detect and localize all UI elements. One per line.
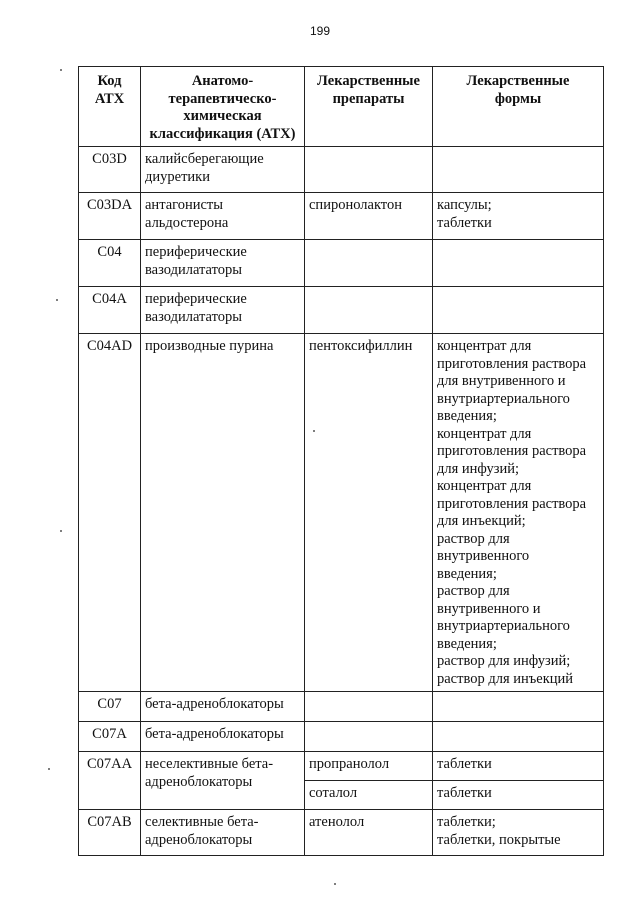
classification-cell: антагонисты альдостерона — [141, 193, 305, 240]
drug-cell — [305, 287, 433, 334]
forms-cell — [433, 147, 604, 193]
table-row — [79, 287, 604, 334]
scan-speck — [48, 768, 50, 770]
atc-code: C03DA — [79, 193, 141, 240]
classification-cell: периферические вазодилататоры — [141, 287, 305, 334]
drug-cell: спиронолактон — [305, 193, 433, 240]
atc-code: C04 — [79, 240, 141, 287]
atc-code: C04AD — [79, 334, 141, 692]
drug-cell: соталол — [305, 781, 433, 810]
page-number: 199 — [309, 24, 331, 38]
forms-cell: таблетки — [433, 752, 604, 781]
header-drugs: Лекарственные препараты — [305, 67, 433, 147]
atc-code: C07AA — [79, 752, 141, 810]
classification-cell: селективные бета- адреноблокаторы — [141, 810, 305, 856]
scan-speck — [334, 883, 336, 885]
forms-cell — [433, 287, 604, 334]
atc-code: C03D — [79, 147, 141, 193]
atc-code: C04A — [79, 287, 141, 334]
classification-cell: бета-адреноблокаторы — [141, 722, 305, 752]
table-row — [79, 147, 604, 193]
classification-cell: бета-адреноблокаторы — [141, 692, 305, 722]
drug-cell: пропранолол — [305, 752, 433, 781]
classification-cell: производные пурина — [141, 334, 305, 692]
classification-cell: неселективные бета- адреноблокаторы — [141, 752, 305, 810]
table-row — [79, 692, 604, 722]
atc-table — [78, 66, 604, 856]
header-classification: Анатомо- терапевтическо- химическая классификация (АТХ) — [141, 67, 305, 147]
drug-cell: атенолол — [305, 810, 433, 856]
forms-cell — [433, 722, 604, 752]
drug-cell — [305, 147, 433, 193]
classification-cell: калийсберегающие диуретики — [141, 147, 305, 193]
forms-cell: капсулы; таблетки — [433, 193, 604, 240]
table-header-row — [79, 67, 604, 147]
table-row — [79, 752, 604, 781]
drug-cell — [305, 692, 433, 722]
table-row — [79, 240, 604, 287]
table-row — [79, 810, 604, 856]
atc-code: C07A — [79, 722, 141, 752]
drug-cell — [305, 722, 433, 752]
forms-cell — [433, 240, 604, 287]
table-row — [79, 193, 604, 240]
forms-cell: таблетки — [433, 781, 604, 810]
scan-speck — [60, 69, 62, 71]
forms-cell — [433, 692, 604, 722]
table-row — [79, 334, 604, 692]
header-code: Код АТХ — [79, 67, 141, 147]
scan-speck — [56, 299, 58, 301]
atc-code: C07 — [79, 692, 141, 722]
drug-cell — [305, 240, 433, 287]
classification-cell: периферические вазодилататоры — [141, 240, 305, 287]
drug-cell: пентоксифиллин — [305, 334, 433, 692]
header-forms: Лекарственные формы — [433, 67, 604, 147]
table-row — [79, 722, 604, 752]
atc-code: C07AB — [79, 810, 141, 856]
scan-speck — [60, 530, 62, 532]
forms-cell: таблетки; таблетки, покрытые — [433, 810, 604, 856]
forms-cell: концентрат для приготовления раствора для внутривенного и внутриартериального введения; концентрат для приготовления раствора для инфузий; концентрат для приготовления раствора для инъекций; раствор для внутривенного введения; раствор для внутривенного и внутриартериального введения; раствор для инфузий; раствор для инъекций — [433, 334, 604, 692]
